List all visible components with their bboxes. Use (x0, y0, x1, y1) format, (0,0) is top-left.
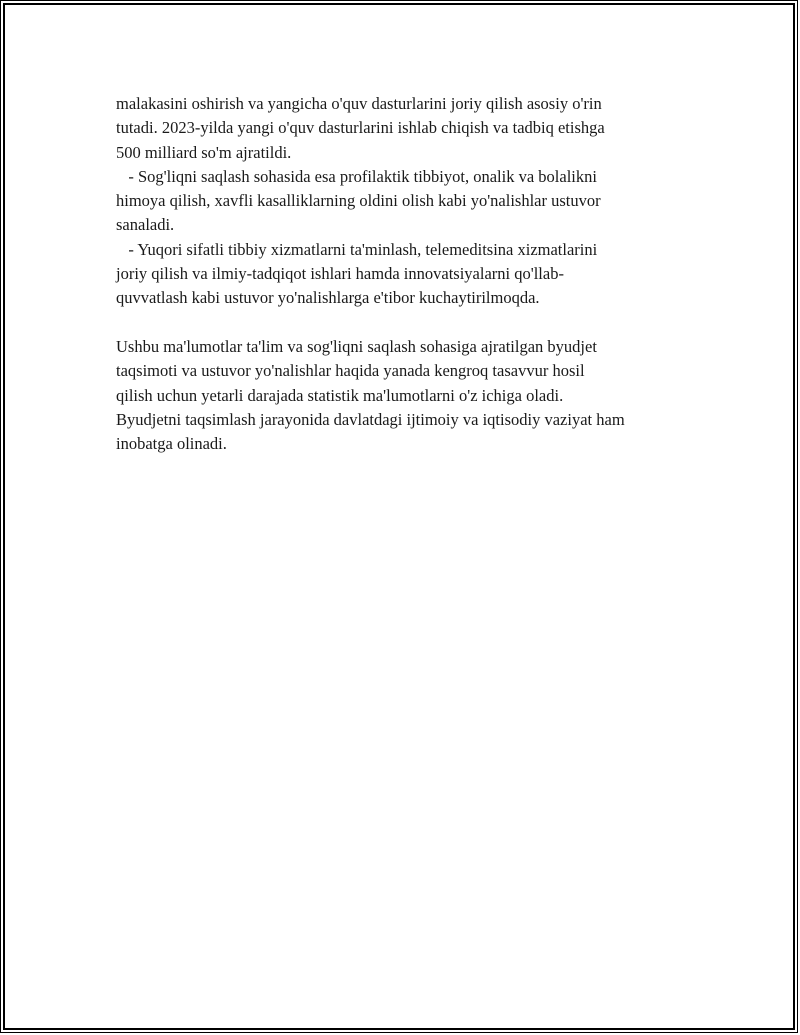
text-line: Ushbu ma'lumotlar ta'lim va sog'liqni saqlash sohasiga ajratilgan byudjet (116, 336, 597, 356)
text-line: joriy qilish va ilmiy-tadqiqot ishlari hamda innovatsiyalarni qo'llab- (116, 264, 564, 284)
paragraph-summary (116, 335, 706, 456)
text-line: Byudjetni taqsimlash jarayonida davlatdagi ijtimoiy va iqtisodiy vaziyat ham (116, 409, 625, 429)
text-line: taqsimoti va ustuvor yo'nalishlar haqida yanada kengroq tasavvur hosil (116, 361, 585, 381)
paragraph-education-programs (116, 92, 706, 165)
paragraph-medical-services (116, 238, 706, 311)
text-line: sanaladi. (116, 215, 175, 235)
text-line: qilish uchun yetarli darajada statistik ma'lumotlarni o'z ichiga oladi. (116, 385, 564, 405)
text-line: 500 milliard so'm ajratildi. (116, 142, 292, 162)
paragraph-spacer (116, 311, 706, 335)
text-line: himoya qilish, xavfli kasalliklarning oldini olish kabi yo'nalishlar ustuvor (116, 191, 601, 211)
text-line: malakasini oshirish va yangicha o'quv dasturlarini joriy qilish asosiy o'rin (116, 94, 602, 113)
paragraph-healthcare-priorities (116, 165, 706, 238)
text-line: tutadi. 2023-yilda yangi o'quv dasturlarini ishlab chiqish va tadbiq etishga (116, 118, 605, 138)
text-line: - Sog'liqni saqlash sohasida esa profilaktik tibbiyot, onalik va bolalikni (116, 166, 597, 186)
document-body (116, 92, 706, 456)
text-line: inobatga olinadi. (116, 434, 227, 454)
text-line: - Yuqori sifatli tibbiy xizmatlarni ta'minlash, telemeditsina xizmatlarini (116, 239, 598, 259)
text-line: quvvatlash kabi ustuvor yo'nalishlarga e'tibor kuchaytirilmoqda. (116, 288, 540, 308)
